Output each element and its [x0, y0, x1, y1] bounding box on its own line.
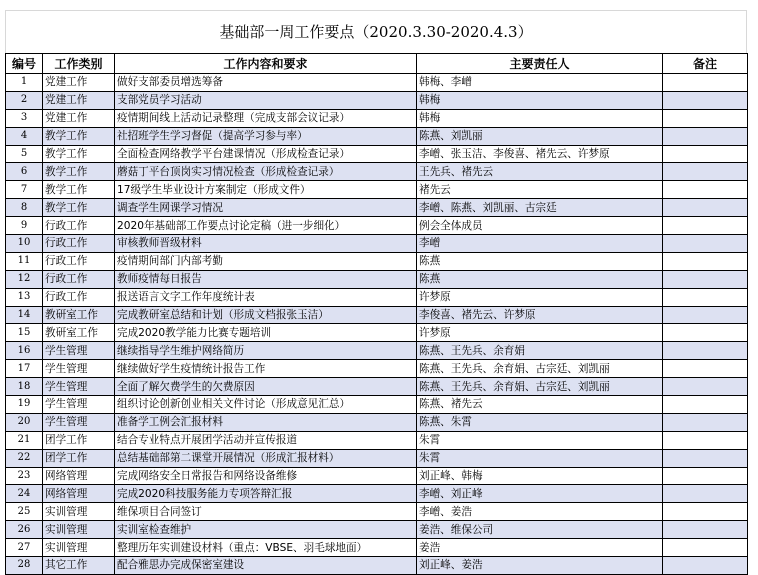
cell-owner: 李嶒、张玉洁、李俊喜、褚先云、许梦原 [417, 145, 663, 163]
cell-owner: 韩梅 [417, 91, 663, 109]
cell-remarks [663, 74, 748, 92]
cell-category: 行政工作 [43, 217, 115, 235]
table-row [6, 252, 748, 270]
cell-remarks [663, 163, 748, 181]
table-row [6, 378, 748, 396]
cell-remarks [663, 396, 748, 414]
cell-category: 教学工作 [43, 199, 115, 217]
cell-remarks [663, 360, 748, 378]
cell-category: 其它工作 [43, 557, 115, 575]
table-row [6, 181, 748, 199]
cell-owner: 例会全体成员 [417, 217, 663, 235]
cell-id: 28 [6, 557, 43, 575]
cell-id: 9 [6, 217, 43, 235]
cell-category: 行政工作 [43, 288, 115, 306]
cell-id: 27 [6, 539, 43, 557]
cell-owner: 姜浩、维保公司 [417, 521, 663, 539]
cell-id: 11 [6, 252, 43, 270]
cell-owner: 陈燕 [417, 252, 663, 270]
table-row [6, 217, 748, 235]
cell-id: 21 [6, 431, 43, 449]
table-row [6, 270, 748, 288]
cell-remarks [663, 485, 748, 503]
cell-category: 教研室工作 [43, 306, 115, 324]
cell-id: 12 [6, 270, 43, 288]
cell-id: 1 [6, 74, 43, 92]
cell-content: 全面检查网络教学平台建课情况（形成检查记录） [115, 145, 417, 163]
cell-id: 7 [6, 181, 43, 199]
table-row [6, 360, 748, 378]
table-row [6, 521, 748, 539]
cell-content: 调查学生网课学习情况 [115, 199, 417, 217]
header-content: 工作内容和要求 [115, 54, 417, 74]
table-row [6, 413, 748, 431]
cell-owner: 李嶒、陈燕、刘凯丽、古宗廷 [417, 199, 663, 217]
cell-owner: 李嶒 [417, 235, 663, 253]
cell-remarks [663, 449, 748, 467]
cell-category: 学生管理 [43, 342, 115, 360]
cell-category: 教学工作 [43, 127, 115, 145]
cell-content: 疫情期间线上活动记录整理（完成支部会议记录） [115, 109, 417, 127]
cell-owner: 刘正峰、姜浩 [417, 557, 663, 575]
cell-owner: 王先兵、褚先云 [417, 163, 663, 181]
cell-id: 17 [6, 360, 43, 378]
header-remarks: 备注 [663, 54, 748, 74]
cell-id: 3 [6, 109, 43, 127]
table-row [6, 288, 748, 306]
cell-owner: 朱霄 [417, 449, 663, 467]
cell-remarks [663, 145, 748, 163]
cell-content: 配合雅思办完成保密室建设 [115, 557, 417, 575]
cell-content: 总结基础部第二课堂开展情况（形成汇报材料） [115, 449, 417, 467]
cell-owner: 许梦原 [417, 324, 663, 342]
cell-remarks [663, 324, 748, 342]
cell-owner: 许梦原 [417, 288, 663, 306]
cell-category: 行政工作 [43, 270, 115, 288]
cell-owner: 刘正峰、韩梅 [417, 467, 663, 485]
sheet-title: 基础部一周工作要点（2020.3.30-2020.4.3） [5, 10, 747, 53]
cell-content: 蘑菇丁平台顶岗实习情况检查（形成检查记录） [115, 163, 417, 181]
cell-content: 17级学生毕业设计方案制定（形成文件） [115, 181, 417, 199]
cell-owner: 韩梅、李嶒 [417, 74, 663, 92]
table-row [6, 485, 748, 503]
cell-category: 教学工作 [43, 181, 115, 199]
cell-category: 团学工作 [43, 431, 115, 449]
cell-content: 报送语言文字工作年度统计表 [115, 288, 417, 306]
cell-id: 10 [6, 235, 43, 253]
cell-category: 党建工作 [43, 109, 115, 127]
cell-category: 网络管理 [43, 467, 115, 485]
table-row [6, 539, 748, 557]
cell-id: 14 [6, 306, 43, 324]
cell-id: 25 [6, 503, 43, 521]
cell-content: 继续做好学生疫情统计报告工作 [115, 360, 417, 378]
cell-remarks [663, 431, 748, 449]
table-row [6, 235, 748, 253]
cell-category: 行政工作 [43, 252, 115, 270]
cell-id: 5 [6, 145, 43, 163]
table-row [6, 145, 748, 163]
cell-remarks [663, 252, 748, 270]
cell-remarks [663, 270, 748, 288]
cell-content: 疫情期间部门内部考勤 [115, 252, 417, 270]
cell-content: 教师疫情每日报告 [115, 270, 417, 288]
cell-category: 实训管理 [43, 521, 115, 539]
cell-owner: 韩梅 [417, 109, 663, 127]
table-row [6, 74, 748, 92]
cell-owner: 姜浩 [417, 539, 663, 557]
cell-category: 党建工作 [43, 91, 115, 109]
cell-id: 2 [6, 91, 43, 109]
cell-owner: 褚先云 [417, 181, 663, 199]
cell-owner: 陈燕、王先兵、余育娟、古宗廷、刘凯丽 [417, 378, 663, 396]
cell-id: 26 [6, 521, 43, 539]
cell-category: 学生管理 [43, 396, 115, 414]
cell-content: 完成2020科技服务能力专项答辩汇报 [115, 485, 417, 503]
work-plan-table [5, 53, 748, 575]
cell-content: 维保项目合同签订 [115, 503, 417, 521]
table-row [6, 449, 748, 467]
header-id: 编号 [6, 54, 43, 74]
cell-id: 16 [6, 342, 43, 360]
cell-id: 4 [6, 127, 43, 145]
header-row [6, 54, 748, 74]
cell-owner: 陈燕、刘凯丽 [417, 127, 663, 145]
cell-owner: 陈燕、朱霄 [417, 413, 663, 431]
cell-category: 教研室工作 [43, 324, 115, 342]
cell-remarks [663, 467, 748, 485]
cell-category: 实训管理 [43, 539, 115, 557]
table-row [6, 467, 748, 485]
table-row [6, 503, 748, 521]
table-row [6, 306, 748, 324]
table-row [6, 431, 748, 449]
cell-content: 整理历年实训建设材料（重点：VBSE、羽毛球地面） [115, 539, 417, 557]
cell-category: 学生管理 [43, 413, 115, 431]
cell-id: 6 [6, 163, 43, 181]
table-row [6, 199, 748, 217]
cell-owner: 陈燕、王先兵、余育娟 [417, 342, 663, 360]
cell-category: 学生管理 [43, 360, 115, 378]
table-row [6, 163, 748, 181]
cell-remarks [663, 127, 748, 145]
cell-remarks [663, 109, 748, 127]
cell-content: 结合专业特点开展团学活动并宣传报道 [115, 431, 417, 449]
cell-content: 审核教师晋级材料 [115, 235, 417, 253]
cell-id: 24 [6, 485, 43, 503]
cell-content: 实训室检查维护 [115, 521, 417, 539]
cell-remarks [663, 557, 748, 575]
work-plan-sheet [5, 10, 747, 575]
cell-category: 实训管理 [43, 503, 115, 521]
cell-content: 组织讨论创新创业相关文件讨论（形成意见汇总） [115, 396, 417, 414]
cell-owner: 陈燕、褚先云 [417, 396, 663, 414]
cell-category: 行政工作 [43, 235, 115, 253]
table-row [6, 557, 748, 575]
cell-id: 20 [6, 413, 43, 431]
cell-category: 教学工作 [43, 145, 115, 163]
cell-id: 8 [6, 199, 43, 217]
table-row [6, 127, 748, 145]
cell-remarks [663, 521, 748, 539]
cell-id: 19 [6, 396, 43, 414]
table-row [6, 91, 748, 109]
cell-content: 2020年基础部工作要点讨论定稿（进一步细化） [115, 217, 417, 235]
cell-id: 22 [6, 449, 43, 467]
cell-remarks [663, 288, 748, 306]
cell-remarks [663, 413, 748, 431]
table-row [6, 396, 748, 414]
cell-content: 准备学工例会汇报材料 [115, 413, 417, 431]
table-row [6, 109, 748, 127]
header-category: 工作类别 [43, 54, 115, 74]
cell-category: 学生管理 [43, 378, 115, 396]
cell-category: 网络管理 [43, 485, 115, 503]
table-row [6, 342, 748, 360]
cell-id: 15 [6, 324, 43, 342]
table-row [6, 324, 748, 342]
cell-category: 教学工作 [43, 163, 115, 181]
cell-content: 完成2020教学能力比赛专题培训 [115, 324, 417, 342]
cell-id: 18 [6, 378, 43, 396]
cell-content: 做好支部委员增选筹备 [115, 74, 417, 92]
cell-content: 完成网络安全日常报告和网络设备维修 [115, 467, 417, 485]
cell-remarks [663, 217, 748, 235]
cell-remarks [663, 342, 748, 360]
cell-owner: 李嶒、刘正峰 [417, 485, 663, 503]
cell-category: 党建工作 [43, 74, 115, 92]
cell-remarks [663, 199, 748, 217]
cell-content: 完成教研室总结和计划（形成文档报张玉洁） [115, 306, 417, 324]
cell-remarks [663, 378, 748, 396]
cell-remarks [663, 91, 748, 109]
cell-category: 团学工作 [43, 449, 115, 467]
cell-owner: 李俊喜、褚先云、许梦原 [417, 306, 663, 324]
header-owner: 主要责任人 [417, 54, 663, 74]
cell-id: 23 [6, 467, 43, 485]
cell-content: 社招班学生学习督促（提高学习参与率） [115, 127, 417, 145]
cell-content: 全面了解欠费学生的欠费原因 [115, 378, 417, 396]
cell-id: 13 [6, 288, 43, 306]
cell-owner: 李嶒、姜浩 [417, 503, 663, 521]
cell-owner: 陈燕、王先兵、余育娟、古宗廷、刘凯丽 [417, 360, 663, 378]
cell-remarks [663, 503, 748, 521]
cell-remarks [663, 181, 748, 199]
cell-remarks [663, 539, 748, 557]
cell-content: 继续指导学生维护网络简历 [115, 342, 417, 360]
cell-owner: 朱霄 [417, 431, 663, 449]
cell-content: 支部党员学习活动 [115, 91, 417, 109]
cell-owner: 陈燕 [417, 270, 663, 288]
cell-remarks [663, 235, 748, 253]
cell-remarks [663, 306, 748, 324]
